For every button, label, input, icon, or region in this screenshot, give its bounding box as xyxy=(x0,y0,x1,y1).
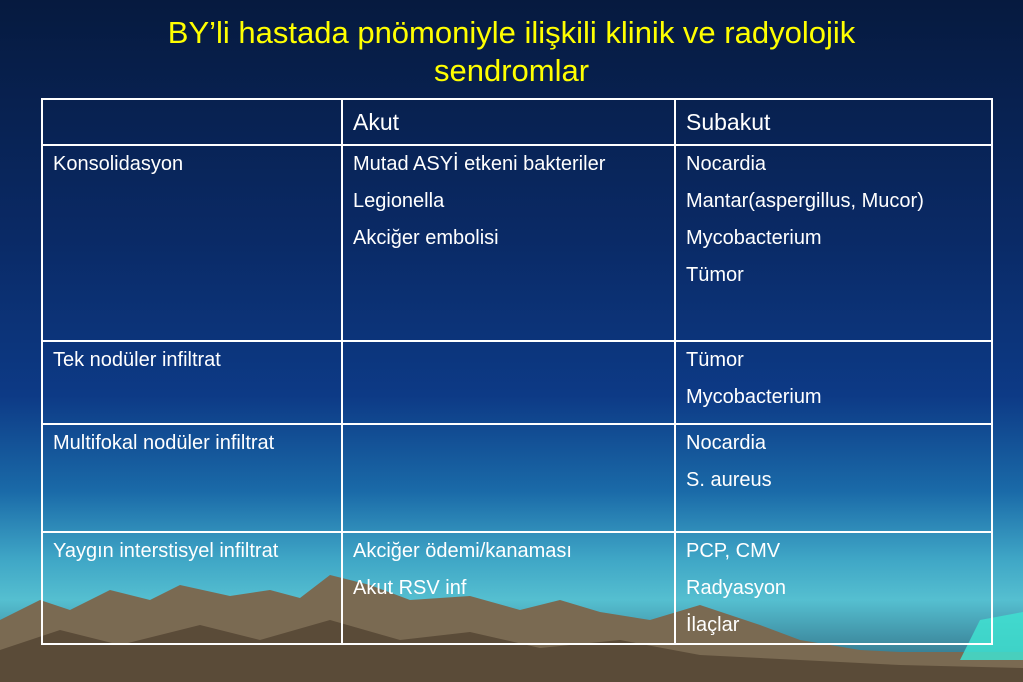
table-row xyxy=(42,341,992,424)
cell-item: Legionella xyxy=(353,190,445,212)
table-row xyxy=(42,424,992,532)
row-label: Multifokal nodüler infiltrat xyxy=(42,424,342,532)
subakut-cell xyxy=(675,145,992,341)
akut-cell xyxy=(342,424,675,532)
cell-item: S. aureus xyxy=(686,469,772,491)
cell-item: Akut RSV inf xyxy=(353,577,467,599)
row-label: Konsolidasyon xyxy=(42,145,342,341)
subakut-cell xyxy=(675,341,992,424)
cell-item: İlaçlar xyxy=(686,614,740,636)
akut-cell xyxy=(342,145,675,341)
cell-item: Akciğer embolisi xyxy=(353,227,499,249)
cell-item: Akciğer ödemi/kanaması xyxy=(353,540,572,562)
table-row xyxy=(42,532,992,644)
header-cell-subakut: Subakut xyxy=(675,99,992,145)
row-label: Tek nodüler infiltrat xyxy=(42,341,342,424)
header-cell-empty xyxy=(42,99,342,145)
cell-item: Mantar(aspergillus, Mucor) xyxy=(686,190,924,212)
title-line-1: BY’li hastada pnömoniyle ilişkili klinik ve radyolojik xyxy=(167,15,856,50)
cell-item: Mutad ASYİ etkeni bakteriler xyxy=(353,153,606,175)
cell-item: Nocardia xyxy=(686,432,767,454)
subakut-cell xyxy=(675,532,992,644)
cell-item: Nocardia xyxy=(686,153,767,175)
cell-item: Tümor xyxy=(686,349,744,371)
title-line-2: sendromlar xyxy=(433,53,590,88)
cell-item: Mycobacterium xyxy=(686,227,822,249)
row-label: Yaygın interstisyel infiltrat xyxy=(42,532,342,644)
slide-title xyxy=(40,14,983,90)
cell-item: Tümor xyxy=(686,264,744,286)
header-cell-akut: Akut xyxy=(342,99,675,145)
cell-item: Radyasyon xyxy=(686,577,787,599)
subakut-cell xyxy=(675,424,992,532)
cell-item: PCP, CMV xyxy=(686,540,781,562)
syndromes-table xyxy=(41,98,993,645)
akut-cell xyxy=(342,532,675,644)
table-row xyxy=(42,145,992,341)
table-header-row xyxy=(42,99,992,145)
cell-item: Mycobacterium xyxy=(686,386,822,408)
akut-cell xyxy=(342,341,675,424)
